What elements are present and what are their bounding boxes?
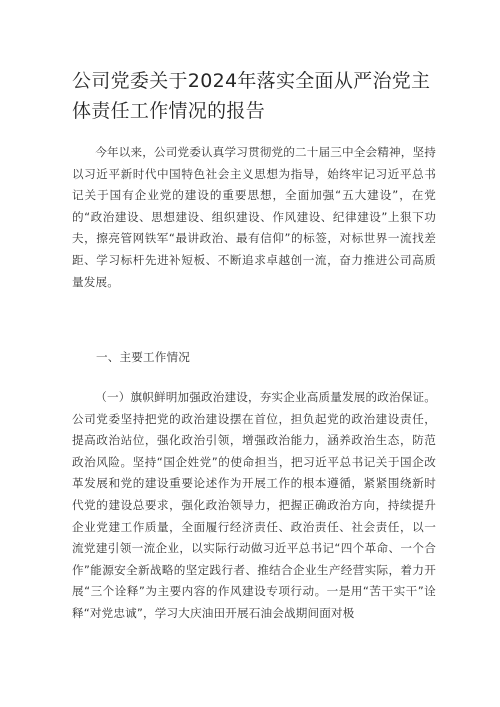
intro-paragraph: 今年以来，公司党委认真学习贯彻党的二十届三中全会精神，坚持以习近平新时代中国特色社会主义思想为指导，始终牢记习近平总书记关于国有企业党的建设的重要思想，全面加强“五大建设”，在党的“政治建设、思想建设、组织建设、作风建设、纪律建设”上狠下功夫，擦亮管网铁军“最讲政治、最有信仰”的标签，对标世界一流找差距、学习标杆先进补短板、不断追求卓越创一流，奋力推进公司高质量发展。 bbox=[72, 145, 436, 289]
section-paragraph: （一）旗帜鲜明加强政治建设，夯实企业高质量发展的政治保证。公司党委坚持把党的政治建设摆在首位，担负起党的政治建设责任，提高政治站位，强化政治引领，增强政治能力，涵养政治生态，防范政治风险。坚持“国企姓党”的使命担当，把习近平总书记关于国企改革发展和党的建设重要论述作为开展工作的根本遵循，紧紧围绕新时代党的建设总要求，强化政治领导力，把握正确政治方向，持续提升企业党建工作质量，全面履行经济责任、政治责任、社会责任，以一流党建引领一流企业，以实际行动做习近平总书记“四个革命、一个合作”能源安全新战略的坚定践行者、推结合企业生产经营实际，着力开展“三个诠释”为主要内容的作风建设专项行动。一是用“苦干实干”诠释“对党忠诚”，学习大庆油田开展石油会战期间面对极 bbox=[72, 390, 436, 620]
document-title: 公司党委关于2024年落实全面从严治党主体责任工作情况的报告 bbox=[72, 70, 431, 122]
section-heading: 一、主要工作情况 bbox=[96, 350, 190, 364]
